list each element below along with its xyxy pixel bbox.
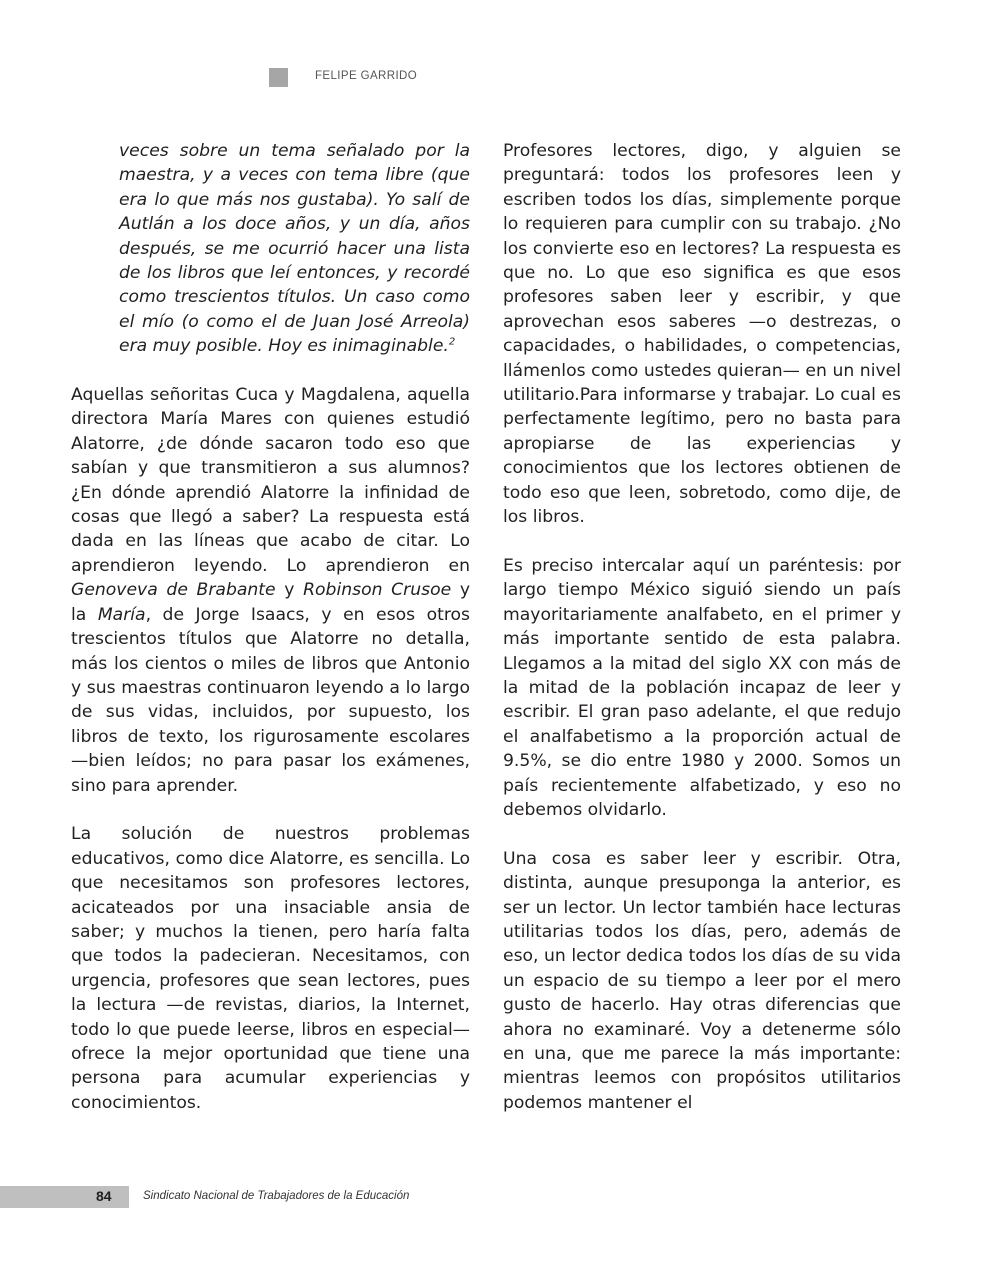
- paragraph-text: Aquellas señoritas Cuca y Magdalena, aquella directora María Mares con quienes estudió Alatorre, ¿de dónde sacaron todo eso que sabían y que transmitieron a sus alumnos? ¿En dónde aprendió Alatorre la infinidad de cosas que llegó a saber? La respuesta está dada en las líneas que acabo de citar. Lo aprendieron leyendo. Lo aprendieron en: [71, 385, 470, 576]
- right-column: [503, 139, 901, 1115]
- footer-publisher: Sindicato Nacional de Trabajadores de la Educación: [143, 1190, 410, 1202]
- paragraph: Es preciso intercalar aquí un paréntesis: por largo tiempo México siguió siendo un país mayoritariamente analfabeto, en el primer y más importante sentido de esta palabra. Llegamos a la mitad del siglo XX con más de la mitad de la población incapaz de leer y escribir. El gran paso adelante, el que redujo el analfabetismo a la proporción actual de 9.5%, se dio entre 1980 y 2000. Somos un país recientemente alfabetizado, y eso no debemos olvidarlo.: [503, 555, 901, 820]
- paragraph: La solución de nuestros problemas educativos, como dice Alatorre, es sencilla. Lo que necesitamos son profesores lectores, acicateados por una insaciable ansia de saber; y muchos la tienen, pero haría falta que todos la padecieran. Necesitamos, con urgencia, profesores que sean lectores, pues la lectura —de revistas, diarios, la Internet, todo lo que puede leerse, libros en especial— ofrece la mejor oportunidad que tiene una persona para acumular experiencias y conocimientos.: [71, 824, 470, 1113]
- footnote-reference: 2: [448, 336, 456, 348]
- paragraph-text: , de Jorge Isaacs, y en esos otros trescientos títulos que Alatorre no detalla, más los cientos o miles de libros que Antonio y sus maestras continuaron leyendo a lo largo de sus vidas, incluidos, por supuesto, los libros de texto, los rigurosamente escolares —bien leídos; no para pasar los exámenes, sino para aprender.: [71, 604, 470, 796]
- book-title: Genoveva de Brabante: [71, 580, 276, 601]
- block-quote: [119, 139, 470, 359]
- book-title: Robinson Crusoe: [303, 580, 452, 601]
- header-marker: [269, 68, 288, 87]
- block-quote-text: veces sobre un tema señalado por la maestra, y a veces con tema libre (que era lo que más nos gustaba). Yo salí de Autlán a los doce años, y un día, años después, se me ocurrió hacer una lista de los libros que leí entonces, y recordé como trescientos títulos. Un caso como el mío (o como el de Juan José Arreola) era muy posible. Hoy es inimaginable.: [119, 141, 470, 357]
- left-column: [71, 139, 470, 1115]
- running-header-author: FELIPE GARRIDO: [315, 70, 418, 82]
- page-number: 84: [96, 1188, 112, 1204]
- paragraph-text: y la: [71, 580, 471, 625]
- paragraph-text: y: [275, 580, 304, 601]
- paragraph: [71, 383, 470, 798]
- paragraph: Una cosa es saber leer y escribir. Otra, distinta, aunque presuponga la anterior, es ser un lector. Un lector también hace lecturas utilitarias todos los días, pero, además de eso, un lector dedica todos los días de su vida un espacio de su tiempo a leer por el mero gusto de hacerlo. Hay otras diferencias que ahora no examinaré. Voy a detenerme sólo en una, que me parece la más importante: mientras leemos con propósitos utilitarios podemos mantener el: [503, 848, 901, 1113]
- book-title: María: [97, 604, 146, 625]
- paragraph: Profesores lectores, digo, y alguien se preguntará: todos los profesores leen y escriben todos los días, simplemente porque lo requieren para cumplir con su trabajo. ¿No los convierte eso en lectores? La respuesta es que no. Lo que eso significa es que esos profesores saben leer y escribir, y que aprovechan esos saberes —o destrezas, o capacidades, o habilidades, o competencias, llámenlos como ustedes quieran— en un nivel utilitario.Para informarse y trabajar. Lo cual es perfectamente legítimo, pero no basta para apropiarse de las experiencias y conocimientos que los lectores obtienen de todo eso que leen, sobretodo, como dije, de los libros.: [503, 141, 901, 528]
